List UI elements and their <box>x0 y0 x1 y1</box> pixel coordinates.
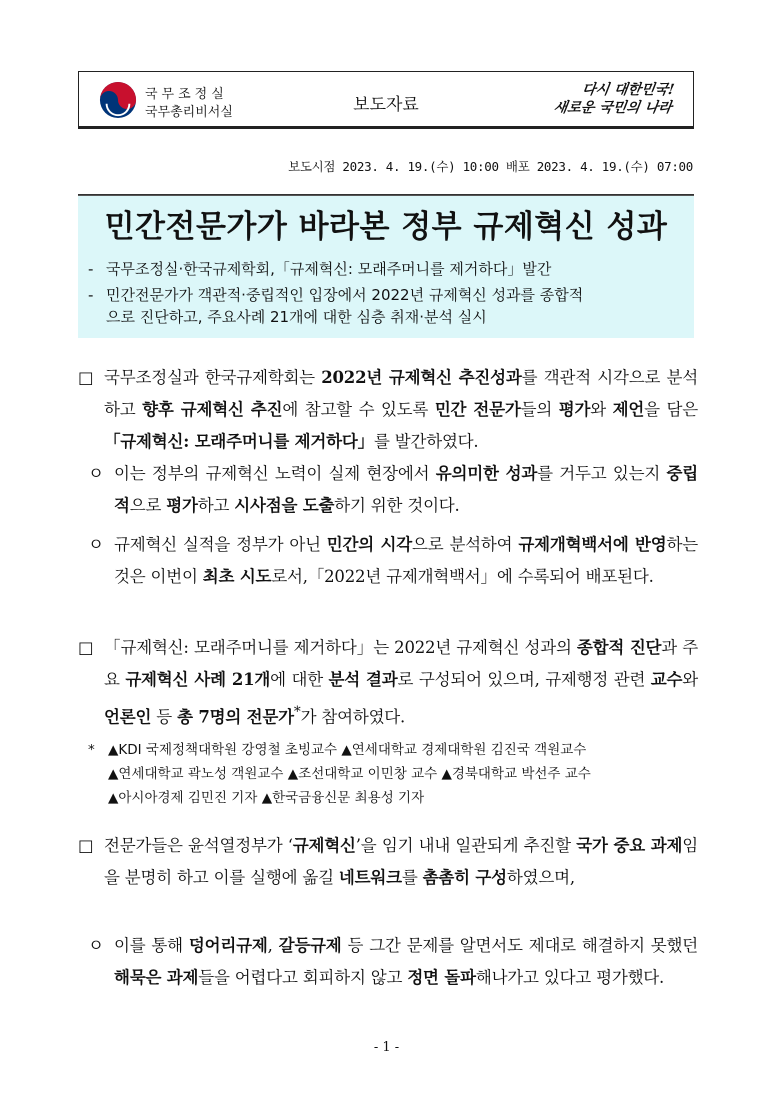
page-number: - 1 - <box>373 1040 400 1055</box>
square-bullet: □ <box>78 836 94 855</box>
paragraph-6-text: 이를 통해 덩어리규제, 갈등규제 등 그간 문제를 알면서도 제대로 해결하지 못했던 해묵은 과제들을 어렵다고 회피하지 않고 정면 돌파해나가고 있다고 평가했다. <box>114 936 698 987</box>
subtitle-2-line2: 으로 진단하고, 주요사례 21개에 대한 심층 취재·분석 실시 <box>106 308 487 326</box>
expert-item: 연세대학교 곽노성 객원교수 <box>118 766 284 782</box>
header-box <box>78 71 694 129</box>
paragraph-4-text: 「규제혁신: 모래주머니를 제거하다」는 2022년 규제혁신 성과의 종합적 진단과 주요 규제혁신 사례 21개에 대한 분석 결과로 구성되어 있으며, 규제행정 관련 교수와 언론인 등 총 7명의 전문가*가 참여하였다. <box>104 638 698 727</box>
experts-note <box>88 738 708 810</box>
paragraph-6 <box>78 930 698 994</box>
paragraph-1 <box>78 362 698 458</box>
paragraph-5 <box>78 830 698 894</box>
expert-item: 조선대학교 이민창 교수 <box>298 766 438 782</box>
circle-bullet: ㅇ <box>88 936 104 955</box>
expert-item: 연세대학교 경제대학원 김진국 객원교수 <box>351 742 587 758</box>
slogan-line2: 새로운 국민의 나라 <box>552 100 673 116</box>
main-title: 민간전문가가 바라본 정부 규제혁신 성과 <box>104 209 668 245</box>
triangle-bullet: ▲ <box>108 742 119 758</box>
subtitle-1-text: 국무조정실·한국규제학회,「규제혁신: 모래주머니를 제거하다」발간 <box>106 260 552 278</box>
square-bullet: □ <box>78 368 94 387</box>
asterisk-marker: * <box>88 742 95 758</box>
dash-marker: - <box>88 260 94 278</box>
org-name-secondary: 국무총리비서실 <box>145 105 233 120</box>
paragraph-1-text: 국무조정실과 한국규제학회는 2022년 규제혁신 추진성과를 객관적 시각으로 분석하고 향후 규제혁신 추진에 참고할 수 있도록 민간 전문가들의 평가와 제언을 담은 「규제혁신: 모래주머니를 제거하다」를 발간하였다. <box>104 368 698 451</box>
document-type-label: 보도자료 <box>353 95 419 115</box>
subtitle-1 <box>88 258 686 280</box>
expert-item: 한국금융신문 최용성 기자 <box>272 790 425 806</box>
circle-bullet: ㅇ <box>88 535 104 554</box>
paragraph-3 <box>78 529 698 593</box>
paragraph-3-text: 규제혁신 실적을 정부가 아닌 민간의 시각으로 분석하여 규제개혁백서에 반영하는 것은 이번이 최초 시도로서,「2022년 규제개혁백서」에 수록되어 배포된다. <box>114 535 699 586</box>
slogan-line1: 다시 대한민국! <box>580 82 676 98</box>
subtitle-2-line1: 민간전문가가 객관적·중립적인 입장에서 2022년 규제혁신 성과를 종합적 <box>106 286 584 304</box>
subtitle-2 <box>88 284 686 328</box>
triangle-bullet: ▲ <box>261 790 273 806</box>
square-bullet: □ <box>78 638 94 657</box>
paragraph-4 <box>78 632 698 734</box>
paragraph-5-text: 전문가들은 윤석열정부가 ‘규제혁신’을 임기 내내 일관되게 추진할 국가 중요 과제임을 분명히 하고 이를 실행에 옮길 네트워크를 촘촘히 구성하였으며, <box>104 836 699 887</box>
triangle-bullet: ▲ <box>108 766 119 782</box>
triangle-bullet: ▲ <box>108 790 119 806</box>
expert-item: KDI 국제정책대학원 강영철 초빙교수 <box>118 742 338 758</box>
triangle-bullet: ▲ <box>287 766 299 782</box>
org-name-primary: 국무조정실 <box>145 87 228 102</box>
expert-item: 아시아경제 김민진 기자 <box>118 790 258 806</box>
experts-list <box>108 738 708 810</box>
paragraph-2-text: 이는 정부의 규제혁신 노력이 실제 현장에서 유의미한 성과를 거두고 있는지 중립적으로 평가하고 시사점을 도출하기 위한 것이다. <box>114 464 698 515</box>
slogan <box>553 81 676 117</box>
paragraph-2 <box>78 458 698 522</box>
expert-item: 경북대학교 박선주 교수 <box>451 766 591 782</box>
title-box <box>78 195 694 338</box>
triangle-bullet: ▲ <box>341 742 352 758</box>
release-times: 보도시점 2023. 4. 19.(수) 10:00 배포 2023. 4. 19.(수) 07:00 <box>288 159 693 174</box>
dash-marker: - <box>88 286 94 304</box>
triangle-bullet: ▲ <box>441 766 452 782</box>
circle-bullet: ㅇ <box>88 464 104 483</box>
